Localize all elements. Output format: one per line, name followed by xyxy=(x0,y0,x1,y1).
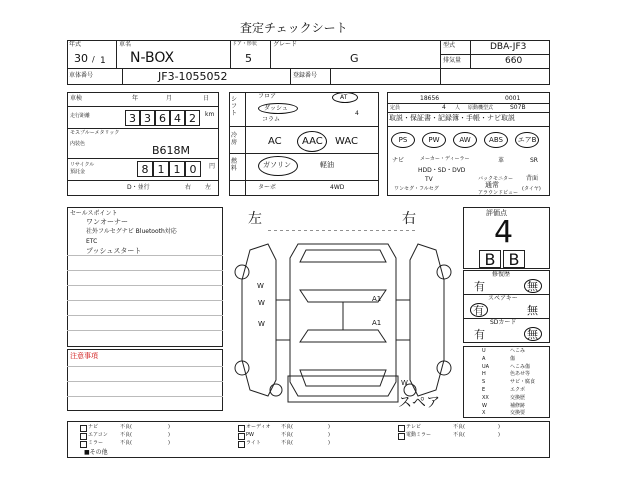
hdd: HDD・SD・DVD xyxy=(418,167,466,174)
fixed-label: 定員 xyxy=(390,105,401,111)
checklist-close: ) xyxy=(168,424,170,430)
displacement-label: 排気量 xyxy=(443,57,462,64)
checklist-status: 不良( xyxy=(281,432,293,438)
wac: WAC xyxy=(335,136,358,147)
at: AT xyxy=(340,94,348,101)
repair-yes: 有 xyxy=(474,280,485,293)
legend-meaning: 交換歴 xyxy=(510,394,526,401)
reg-year: 30 xyxy=(74,52,88,65)
legend-code: X xyxy=(482,410,486,417)
paint-label: 内装色 xyxy=(70,141,86,147)
model-type: DBA-JF3 xyxy=(490,42,527,52)
mark-w-2: W xyxy=(258,299,265,307)
spare-key-no: 無 xyxy=(527,304,538,317)
recycle-digit: 0 xyxy=(185,161,201,177)
mileage-digit: 4 xyxy=(170,110,185,126)
int-grade: B xyxy=(503,250,525,268)
docs: 取説・保証書・記録簿・手帳・ナビ取説 xyxy=(389,114,515,122)
checklist-status: 不良( xyxy=(281,424,293,430)
equip-badge: PS xyxy=(391,132,415,148)
checklist-status: 不良( xyxy=(453,424,465,430)
grade-label: グレード xyxy=(273,41,298,48)
shift-label: シフト xyxy=(231,96,238,117)
seats: 4 xyxy=(442,104,446,111)
tire: (タイヤ) xyxy=(522,186,541,192)
equip-badge: AW xyxy=(453,132,477,148)
legend-code: UA xyxy=(482,363,490,370)
navi-label: ナビ xyxy=(392,157,405,164)
left-label: 左 xyxy=(248,211,262,227)
checkbox[interactable] xyxy=(238,433,245,440)
mark-a1-2: A1 xyxy=(372,319,382,327)
ac: AC xyxy=(268,136,282,147)
legend-code: U xyxy=(482,348,486,354)
checklist-close: ) xyxy=(168,432,170,438)
mileage-label: 走行距離 xyxy=(70,113,91,119)
mileage-digit: 2 xyxy=(185,110,200,126)
day-unit: 日 xyxy=(203,95,210,102)
page-title: 査定チェックシート xyxy=(240,21,348,35)
legend-meaning: 交換要 xyxy=(510,410,526,417)
score-label: 評価点 xyxy=(486,209,507,217)
notes-label: 注意事項 xyxy=(70,352,98,360)
fuel-label: 燃料 xyxy=(231,158,238,172)
odo: 18656 xyxy=(420,95,440,102)
odo-unit: 0001 xyxy=(505,95,521,102)
checklist-close: ) xyxy=(328,440,330,446)
doors-label: ドア・形状 xyxy=(232,41,257,47)
other-text: その他 xyxy=(89,449,108,456)
checklist-item: オーディオ xyxy=(246,424,271,430)
equip-badge: ABS xyxy=(484,132,508,148)
legend-meaning: へこみ xyxy=(510,348,526,354)
color-name: モスブルーメタリック xyxy=(70,130,120,136)
regno-label: 登録番号 xyxy=(293,72,318,79)
sales-point-4: プッシュスタート xyxy=(86,247,142,255)
dash: ダッシュ xyxy=(264,105,288,112)
mark-w-3: W xyxy=(258,320,265,328)
checklist-status: 不良( xyxy=(120,432,132,438)
legend-code: A xyxy=(482,355,486,362)
sd-no: 無 xyxy=(527,328,538,341)
chassis-number: JF3-1055052 xyxy=(158,70,228,83)
checkbox[interactable] xyxy=(80,425,87,432)
motor: S07B xyxy=(510,104,526,111)
legend-meaning: エクボ xyxy=(510,387,526,393)
recycle-digit: 8 xyxy=(137,161,153,177)
sales-label: セールスポイント xyxy=(70,210,118,217)
legend-meaning: 傷 xyxy=(510,355,516,362)
slash: / xyxy=(92,55,95,64)
around-view: アラウンドビュー xyxy=(478,190,519,196)
column: コラム xyxy=(262,116,280,123)
displacement: 660 xyxy=(505,56,523,66)
checklist-close: ) xyxy=(498,424,500,430)
inspection-label: 車検 xyxy=(70,95,83,102)
doors: 5 xyxy=(245,52,252,65)
checklist-status: 不良( xyxy=(453,432,465,438)
checklist-box xyxy=(67,421,550,458)
checklist-item: PW xyxy=(246,432,254,438)
tv-label: TV xyxy=(425,176,433,183)
mark-w-1: W xyxy=(257,282,264,290)
legend-meaning: へこみ傷 xyxy=(510,363,531,370)
legend-meaning: サビ・腐食 xyxy=(510,379,536,386)
legend-box xyxy=(463,346,550,418)
leather: 革 xyxy=(498,157,505,164)
checkbox[interactable] xyxy=(238,441,245,448)
navi-type: メーカー・ディーラー xyxy=(420,156,470,162)
drive-left: 左 xyxy=(205,184,212,191)
recycle-digit: 1 xyxy=(169,161,185,177)
fourwd: 4WD xyxy=(330,184,345,191)
month-unit: 月 xyxy=(166,95,173,102)
checkbox[interactable] xyxy=(80,441,87,448)
type-label: 型式 xyxy=(443,42,456,49)
aac: AAC xyxy=(302,136,323,147)
back-monitor: バックモニター xyxy=(478,176,514,182)
sales-point-1: ワンオーナー xyxy=(86,218,128,226)
km-unit: km xyxy=(205,111,215,118)
sunroof: SR xyxy=(530,157,538,164)
car-name: N-BOX xyxy=(130,50,175,66)
legend-meaning: 色あせ等 xyxy=(510,371,531,378)
spare-key-yes: 有 xyxy=(473,304,484,317)
repair-label: 修復歴 xyxy=(492,271,511,278)
sales-point-3: ETC xyxy=(86,238,98,245)
ext-grade: B xyxy=(479,250,501,268)
checkbox[interactable] xyxy=(398,425,405,432)
mileage-digit: 3 xyxy=(125,110,140,126)
mileage-digit: 6 xyxy=(155,110,170,126)
checklist-item: エアコン xyxy=(88,432,108,438)
checkbox[interactable] xyxy=(238,425,245,432)
sd-label: SDカード xyxy=(490,319,517,326)
normal: 通常 xyxy=(485,181,499,189)
year-label: 年式 xyxy=(69,41,82,48)
right-label: 右 xyxy=(402,211,416,227)
recycle-label: リサイクル 預託金 xyxy=(70,162,95,175)
grade: G xyxy=(350,52,359,65)
gasoline: ガソリン xyxy=(263,161,291,169)
drive-right: 右 xyxy=(185,184,192,191)
back: 背面 xyxy=(526,175,539,182)
checkbox[interactable] xyxy=(398,433,405,440)
reg-month: 1 xyxy=(100,56,106,66)
sd-yes: 有 xyxy=(474,328,485,341)
score: 4 xyxy=(494,215,514,250)
turbo: ターボ xyxy=(258,184,277,191)
legend-code: S xyxy=(482,379,486,386)
motor-label: 原動機型式 xyxy=(468,105,494,111)
oneseg: ワンセグ・フルセグ xyxy=(394,186,439,192)
equipment-row xyxy=(391,132,551,150)
equip-badge: エアB xyxy=(515,132,539,148)
paint-code: B618M xyxy=(152,144,191,157)
legend-code: E xyxy=(482,387,486,393)
checklist-item: 電動ミラー xyxy=(406,432,432,438)
drive-d: D・並行 xyxy=(127,184,150,191)
repair-no: 無 xyxy=(527,280,538,293)
legend-meaning: 補修跡 xyxy=(510,402,526,409)
cooler-label: 冷房 xyxy=(231,132,238,146)
equip-badge: PW xyxy=(422,132,446,148)
checklist-close: ) xyxy=(328,432,330,438)
legend-code: XX xyxy=(482,394,489,401)
mark-w-4: W xyxy=(401,379,408,387)
checklist-item: テレビ xyxy=(406,424,421,430)
checklist-item: ライト xyxy=(246,440,261,446)
checkbox[interactable] xyxy=(80,433,87,440)
checklist-close: ) xyxy=(168,440,170,446)
spare-label: スペア xyxy=(398,395,440,411)
checklist-item: ナビ xyxy=(88,424,99,430)
yen-unit: 円 xyxy=(209,163,216,170)
checklist-status: 不良( xyxy=(120,440,132,446)
legend-code: W xyxy=(482,402,487,409)
year-unit: 年 xyxy=(132,95,139,102)
name-label: 車名 xyxy=(119,41,132,48)
chassis-label: 車体番号 xyxy=(69,72,94,79)
floor: フロア xyxy=(258,93,277,100)
gear-count: 4 xyxy=(355,110,359,117)
seats-unit: 人 xyxy=(455,105,461,111)
mileage-digit: 3 xyxy=(140,110,155,126)
legend-code: H xyxy=(482,371,486,378)
sales-point-2: 社外フルセグナビ Bluetooth対応 xyxy=(86,228,177,235)
checklist-status: 不良( xyxy=(281,440,293,446)
checklist-close: ) xyxy=(328,424,330,430)
spare-key-label: スペアキー xyxy=(488,295,518,302)
checklist-status: 不良( xyxy=(120,424,132,430)
checklist-item: ミラー xyxy=(88,440,104,446)
recycle-digit: 1 xyxy=(153,161,169,177)
car-diagram xyxy=(228,230,458,405)
diesel: 軽油 xyxy=(320,161,334,169)
other-label: ■その他 xyxy=(84,449,108,456)
mark-a1-1: A1 xyxy=(372,295,382,303)
checklist-close: ) xyxy=(498,432,500,438)
